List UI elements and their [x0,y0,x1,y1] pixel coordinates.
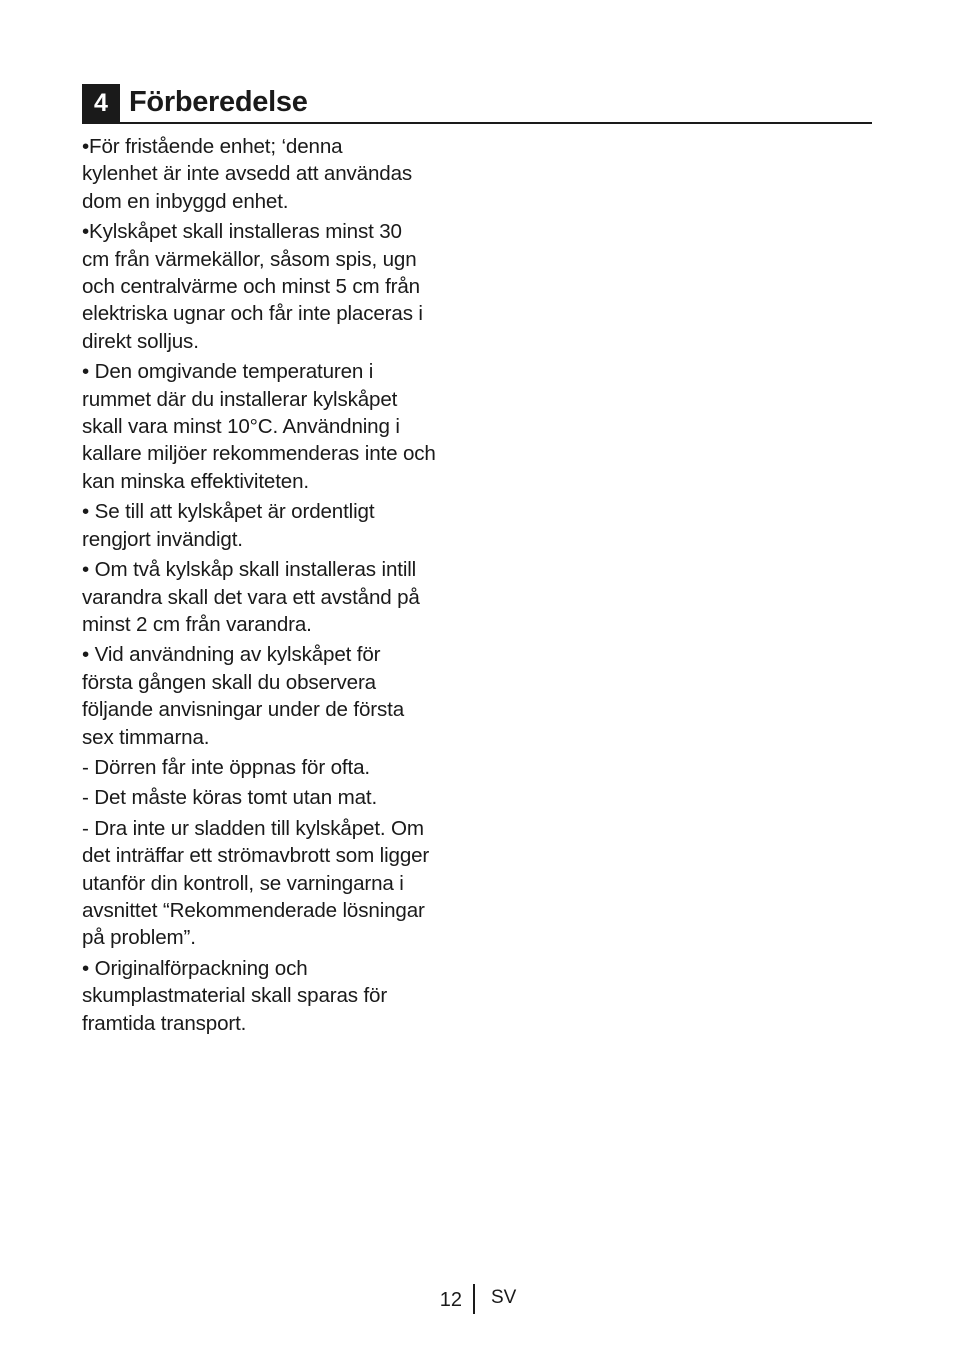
footer-divider [473,1284,475,1314]
body-text [82,133,472,1040]
paragraph-power-cord: - Dra inte ur sladden till kylskåpet. Om det inträffar ett strömavbrott som ligger utanför din kontroll, se varningarna i avsnittet “Rekommenderade lösningar på problem”. [82,816,430,950]
section-title: Förberedelse [129,86,308,118]
paragraph-installation-distance: •Kylskåpet skall installeras minst 30 cm från värmekällor, såsom spis, ugn och centralvärme och minst 5 cm från elektriska ugnar och får inte placeras i direkt solljus. [82,220,423,353]
section-header [82,82,872,124]
paragraph-run-empty: - Det måste köras tomt utan mat. [82,786,378,810]
paragraph-freestanding: •För fristående enhet; ‘denna kylenhet är inte avsedd att användas dom en inbyggd enhet. [82,135,413,213]
page-number: 12 [439,1289,462,1311]
paragraph-cleaning: • Se till att kylskåpet är ordentligt rengjort invändigt. [82,500,375,551]
page-footer [0,1284,954,1316]
section-number-badge: 4 [82,84,120,122]
language-code: SV [491,1287,517,1308]
paragraph-first-use: • Vid användning av kylskåpet för första gången skall du observera följande anvisningar under de första sex timmarna. [82,643,405,749]
paragraph-packaging: • Originalförpackning och skumplastmaterial skall sparas för framtida transport. [82,956,388,1035]
paragraph-door-opening: - Dörren får inte öppnas för ofta. [82,755,370,779]
paragraph-ambient-temperature: • Den omgivande temperaturen i rummet där du installerar kylskåpet skall vara minst 10°C. Användning i kallare miljöer rekommenderas inte och kan minska effektiviteten. [82,360,436,493]
paragraph-two-fridges: • Om två kylskåp skall installeras intill varandra skall det vara ett avstånd på minst 2 cm från varandra. [82,558,420,636]
